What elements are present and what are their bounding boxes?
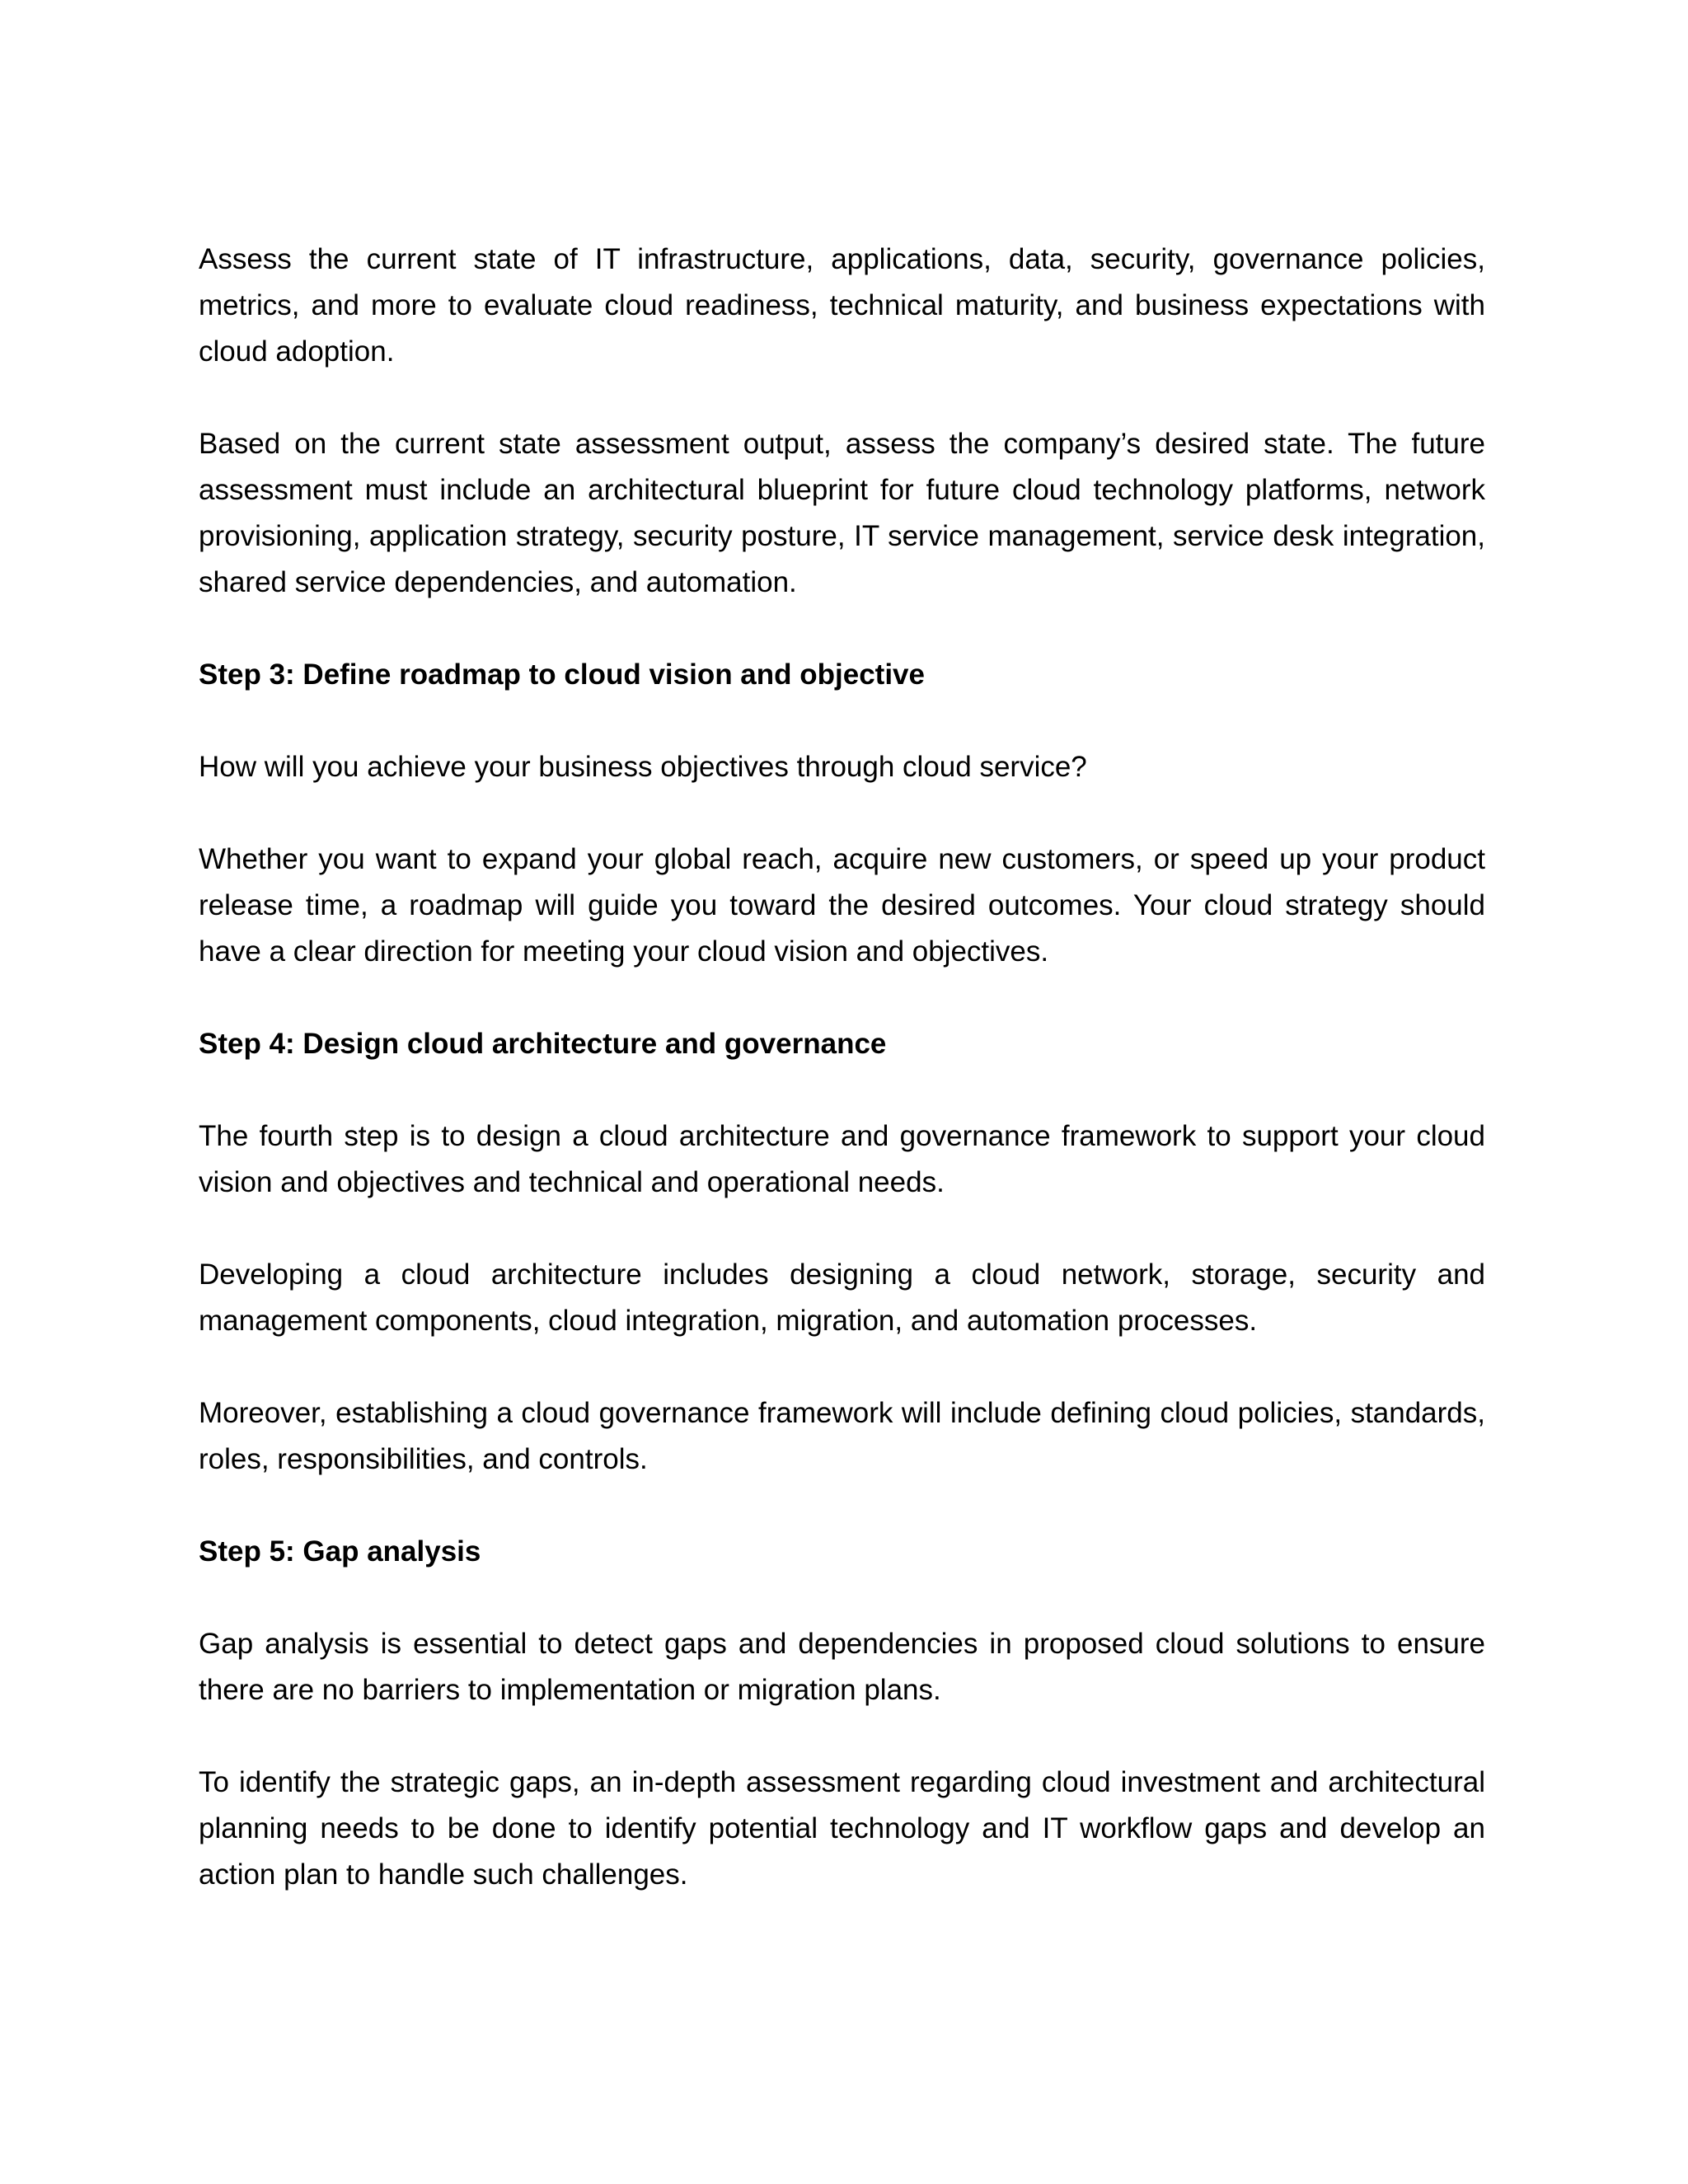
document-body — [199, 237, 1485, 1944]
paragraph-desired-state-assessment: Based on the current state assessment output, assess the company’s desired state. The future assessment must include an architectural blueprint for future cloud technology platforms, network provisioning, application strategy, security posture, IT service management, service desk integration, shared service dependencies, and automation. — [199, 428, 1485, 598]
paragraph-roadmap: Whether you want to expand your global reach, acquire new customers, or speed up your product release time, a roadmap will guide you toward the desired outcomes. Your cloud strategy should have a clear direction for meeting your cloud vision and objectives. — [199, 843, 1485, 968]
paragraph-cloud-architecture: Developing a cloud architecture includes designing a cloud network, storage, security and management components, cloud integration, migration, and automation processes. — [199, 1258, 1485, 1337]
heading-step-3: Step 3: Define roadmap to cloud vision and objective — [199, 658, 925, 691]
heading-step-5: Step 5: Gap analysis — [199, 1535, 481, 1568]
paragraph-architecture-governance-design: The fourth step is to design a cloud architecture and governance framework to support your cloud vision and objectives and technical and operational needs. — [199, 1120, 1485, 1198]
heading-step-4: Step 4: Design cloud architecture and governance — [199, 1028, 887, 1060]
paragraph-gap-analysis: Gap analysis is essential to detect gaps and dependencies in proposed cloud solutions to ensure there are no barriers to implementation or migration plans. — [199, 1628, 1485, 1706]
paragraph-governance-framework: Moreover, establishing a cloud governance framework will include defining cloud policies, standards, roles, responsibilities, and controls. — [199, 1397, 1485, 1475]
paragraph-business-objectives-question: How will you achieve your business objectives through cloud service? — [199, 751, 1087, 783]
paragraph-strategic-gaps: To identify the strategic gaps, an in-depth assessment regarding cloud investment and architectural planning needs to be done to identify potential technology and IT workflow gaps and develop an action plan to handle such challenges. — [199, 1766, 1485, 1891]
paragraph-current-state-assessment: Assess the current state of IT infrastructure, applications, data, security, governance policies, metrics, and more to evaluate cloud readiness, technical maturity, and business expectations with cloud adoption. — [199, 243, 1485, 368]
